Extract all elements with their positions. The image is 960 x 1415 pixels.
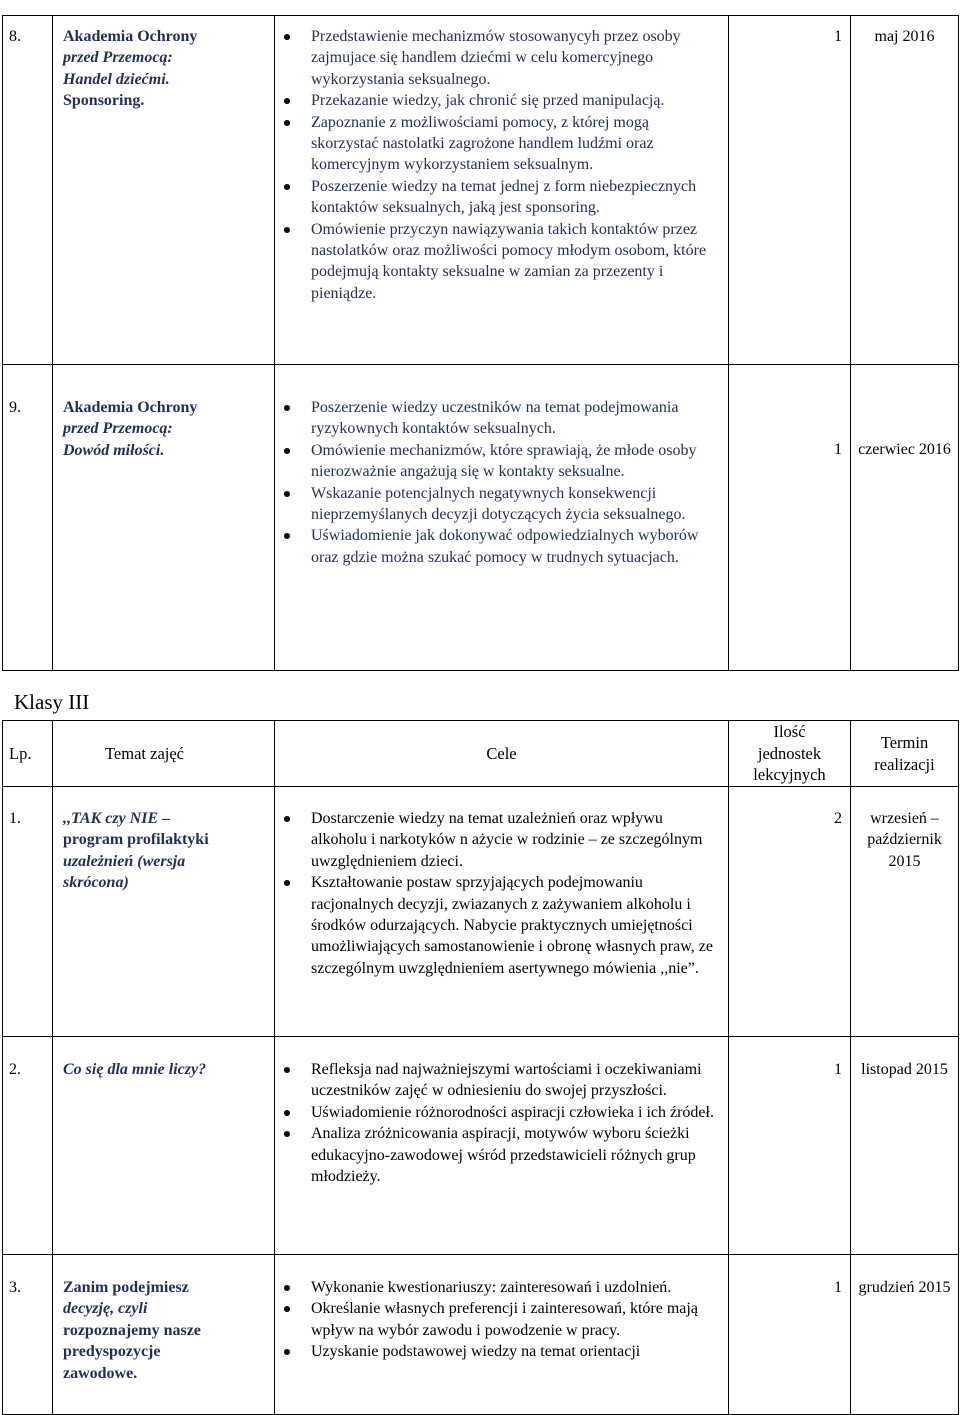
goal-item: Dostarczenie wiedzy na temat uzależnień oraz wpływu alkoholu i narkotyków n ażycie w rodzinie – ze szczególnym uwzględnieniem dzieci. [311,808,716,872]
date-cell: listopad 2015 [851,1037,959,1255]
topic-line: program profilaktyki [63,831,209,849]
lower-table [2,720,959,1415]
row-number: 9. [3,365,53,671]
units-cell: 1 [729,365,851,671]
header-units: Ilość jednostek lekcyjnych [729,721,851,787]
goal-item: Omówienie mechanizmów, które sprawiają, że młode osoby nierozważnie angażują się w kontakty seksualne. [311,440,716,483]
topic-line: Sponsoring. [63,92,145,110]
row-number: 3. [3,1255,53,1415]
topic-line: rozpoznajemy nasze [63,1321,201,1339]
topic-line: Dowód miłości. [63,441,165,459]
topic-cell [53,16,275,365]
topic-line: skrócona) [63,874,129,892]
date-line: październik [867,831,942,849]
goal-item: Analiza zróżnicowania aspiracji, motywów wyboru ścieżki edukacyjno-zawodowej wśród przedstawicieli różnych grup młodzieży. [311,1123,716,1187]
header-goals: Cele [275,721,729,787]
units-cell: 1 [729,1037,851,1255]
units-cell: 1 [729,1255,851,1415]
topic-line: Zanim podejmiesz [63,1279,189,1296]
date-cell [851,787,959,1037]
topic-line: predyspozycje [63,1343,161,1361]
topic-line: przed Przemocą: [63,49,173,67]
goals-cell [275,365,729,671]
units-cell: 2 [729,787,851,1037]
topic-cell [53,787,275,1037]
table-row [3,787,959,1037]
goal-item: Refleksja nad najważniejszymi wartościami i oczekiwaniami uczestników zajęć w odniesieniu do swojej przyszłości. [311,1059,716,1102]
goal-item: Uświadomienie różnorodności aspiracji człowieka i ich źródeł. [311,1102,716,1123]
topic-line: Co się dla mnie liczy? [63,1061,207,1078]
goals-cell [275,1255,729,1415]
table-row [3,16,959,365]
goal-item: Wskazanie potencjalnych negatywnych konsekwencji nieprzemyślanych decyzji dotyczących życia seksualnego. [311,483,716,526]
goal-item: Przedstawienie mechanizmów stosowanycyh przez osoby zajmujace się handlem dziećmi w celu komercyjnego wykorzystania seksualnego. [311,26,716,90]
table-header-row [3,721,959,787]
goals-cell [275,16,729,365]
goal-item: Kształtowanie postaw sprzyjających podejmowaniu racjonalnych decyzji, zwiazanych z zażywaniem alkoholu i środków odurzających. Nabycie praktycznych umiejętności umożliwiających samostanowienie i obronę własnych praw, ze szczególnym uwzględnieniem asertywnego mówienia ,,nie”. [311,872,716,979]
goal-item: Przekazanie wiedzy, jak chronić się przed manipulacją. [311,90,716,111]
topic-line: Akademia Ochrony [63,399,198,416]
goal-item: Określanie własnych preferencji i zainteresowań, które mają wpływ na wybór zawodu i powodzenie w pracy. [311,1298,716,1341]
goal-item: Zapoznanie z możliwościami pomocy, z której mogą skorzystać nastolatki zagrożone handlem ludźmi oraz komercyjnym wykorzystaniem seksualnym. [311,112,716,176]
upper-table [2,15,959,671]
topic-line: ,,TAK czy NIE – [63,810,171,827]
topic-line: Handel dziećmi. [63,70,170,88]
topic-line: decyzję, czyli [63,1300,148,1318]
units-cell: 1 [729,16,851,365]
goal-item: Omówienie przyczyn nawiązywania takich kontaktów przez nastolatków oraz możliwości pomocy młodym osobom, które podejmują kontakty seksualne w zamian za przezenty i pieniądze. [311,219,716,305]
header-lp: Lp. [3,721,53,787]
topic-line: przed Przemocą: [63,420,173,438]
row-number: 1. [3,787,53,1037]
row-number: 8. [3,16,53,365]
section-title: Klasy III [14,690,90,714]
table-row [3,365,959,671]
topic-cell [53,1255,275,1415]
goals-cell [275,1037,729,1255]
topic-cell [53,1037,275,1255]
goal-item: Poszerzenie wiedzy uczestników na temat podejmowania ryzykownych kontaktów seksualnych. [311,397,716,440]
table-row [3,1255,959,1415]
header-date: Termin realizacji [851,721,959,787]
table-row [3,1037,959,1255]
header-topic: Temat zajęć [53,721,275,787]
date-line: 2015 [888,852,921,870]
date-line: wrzesień – [870,810,939,827]
row-number: 2. [3,1037,53,1255]
topic-line: uzależnień (wersja [63,852,186,870]
date-cell: czerwiec 2016 [851,365,959,671]
goals-cell [275,787,729,1037]
goal-item: Poszerzenie wiedzy na temat jednej z form niebezpiecznych kontaktów seksualnych, jaką jest sponsoring. [311,176,716,219]
topic-line: Akademia Ochrony [63,28,198,45]
date-cell: maj 2016 [851,16,959,365]
goal-item: Uzyskanie podstawowej wiedzy na temat orientacji [311,1341,716,1362]
topic-cell [53,365,275,671]
topic-line: zawodowe. [63,1364,138,1382]
goal-item: Uświadomienie jak dokonywać odpowiedzialnych wyborów oraz gdzie można szukać pomocy w trudnych sytuacjach. [311,525,716,568]
date-cell: grudzień 2015 [851,1255,959,1415]
goal-item: Wykonanie kwestionariuszy: zainteresowań i uzdolnień. [311,1277,716,1298]
